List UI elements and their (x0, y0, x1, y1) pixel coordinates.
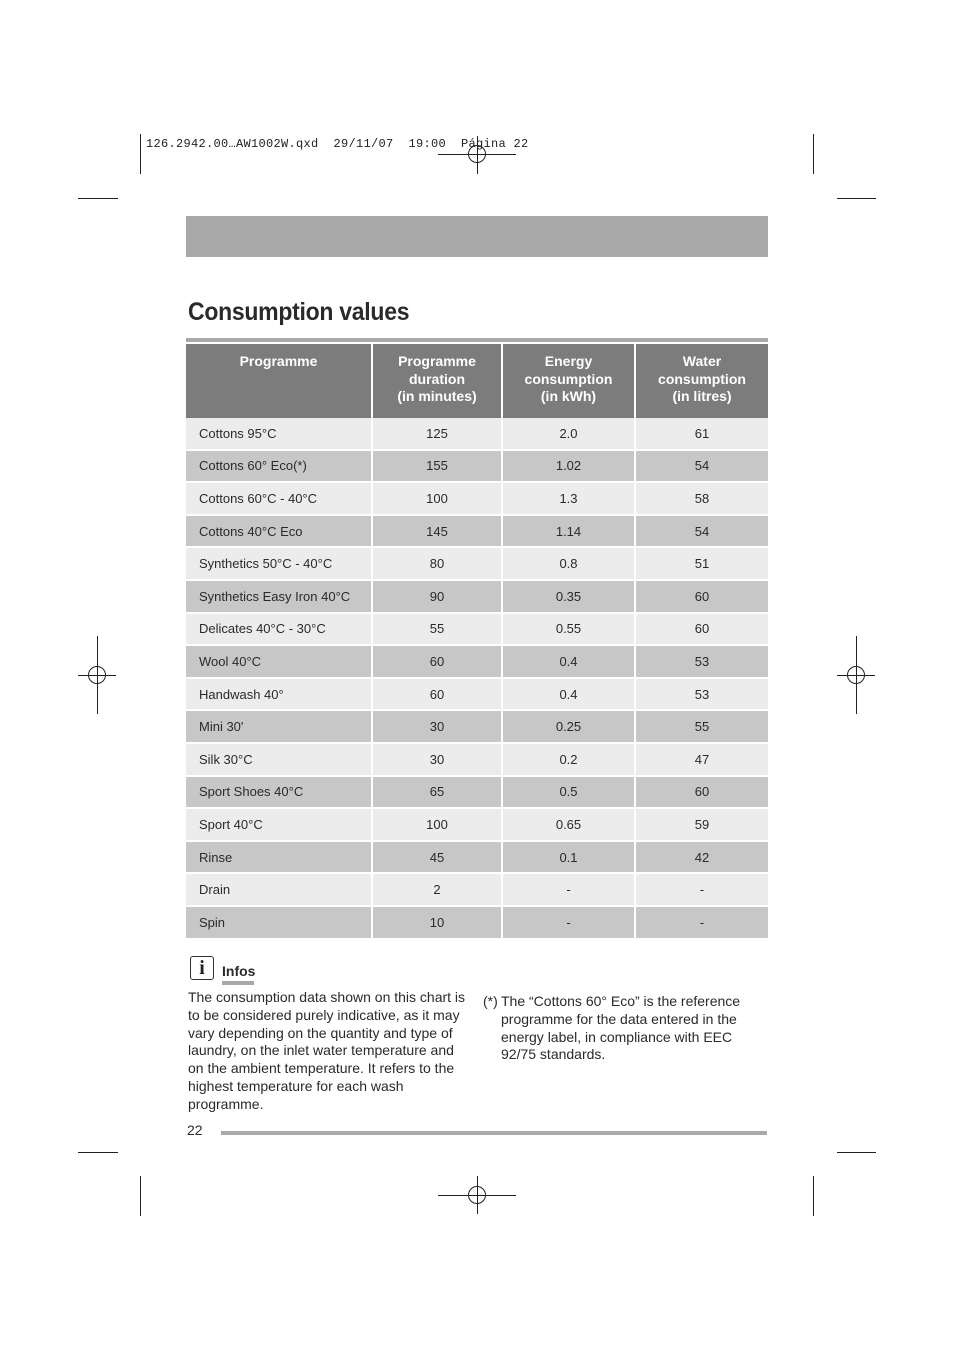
cell-duration: 45 (373, 842, 503, 875)
cell-water: 59 (636, 809, 768, 842)
table-row (186, 516, 768, 549)
table-row (186, 777, 768, 810)
registration-target-icon (88, 666, 106, 684)
cell-programme: Cottons 95°C (186, 418, 373, 451)
page-title: Consumption values (188, 298, 410, 326)
infos-underline (222, 981, 254, 985)
crop-mark (837, 1152, 876, 1153)
table-row (186, 679, 768, 712)
header-band (186, 216, 768, 257)
crop-mark (140, 1176, 141, 1216)
table-row (186, 874, 768, 907)
page-number: 22 (187, 1122, 203, 1138)
cell-water: 61 (636, 418, 768, 451)
cell-duration: 125 (373, 418, 503, 451)
cell-energy: 1.02 (503, 451, 636, 484)
cell-programme: Cottons 60° Eco(*) (186, 451, 373, 484)
footnote-marker: (*) (483, 993, 498, 1009)
cell-energy: - (503, 907, 636, 940)
print-slug: 126.2942.00…AW1002W.qxd 29/11/07 19:00 Página 22 (146, 137, 529, 151)
registration-target-icon (847, 666, 865, 684)
cell-programme: Spin (186, 907, 373, 940)
crop-mark (78, 198, 118, 199)
cell-energy: 0.1 (503, 842, 636, 875)
header-line: (in minutes) (397, 388, 477, 404)
header-line: Programme (239, 353, 318, 369)
crop-mark (813, 1176, 814, 1216)
header-line: duration (409, 370, 465, 387)
cell-energy: 0.35 (503, 581, 636, 614)
cell-energy: 2.0 (503, 418, 636, 451)
registration-target-icon (468, 1186, 486, 1204)
column-header-programme (186, 344, 373, 418)
header-line: (in litres) (672, 388, 732, 404)
cell-programme: Rinse (186, 842, 373, 875)
cell-programme: Delicates 40°C - 30°C (186, 614, 373, 647)
cell-energy: 1.14 (503, 516, 636, 549)
header-line: consumption (524, 370, 613, 387)
cell-programme: Mini 30' (186, 711, 373, 744)
table-row (186, 711, 768, 744)
cell-energy: 0.5 (503, 777, 636, 810)
header-line: Programme (398, 353, 476, 369)
crop-mark (837, 198, 876, 199)
column-header-energy (503, 344, 636, 418)
table-row (186, 418, 768, 451)
cell-programme: Silk 30°C (186, 744, 373, 777)
cell-water: 55 (636, 711, 768, 744)
footer-bar (221, 1131, 767, 1135)
header-line: Energy (544, 353, 593, 369)
header-line: (in kWh) (540, 388, 597, 404)
consumption-table (186, 344, 768, 940)
cell-programme: Synthetics 50°C - 40°C (186, 548, 373, 581)
table-row (186, 548, 768, 581)
cell-duration: 80 (373, 548, 503, 581)
table-row (186, 842, 768, 875)
cell-water: 60 (636, 777, 768, 810)
cell-water: - (636, 874, 768, 907)
table-row (186, 646, 768, 679)
info-icon: i (190, 956, 214, 980)
cell-programme: Sport Shoes 40°C (186, 777, 373, 810)
cell-water: 51 (636, 548, 768, 581)
cell-water: 54 (636, 451, 768, 484)
crop-mark (140, 134, 141, 174)
cell-duration: 30 (373, 744, 503, 777)
title-rule (186, 338, 768, 342)
cell-energy: 0.55 (503, 614, 636, 647)
table-row (186, 451, 768, 484)
cell-duration: 155 (373, 451, 503, 484)
cell-energy: 0.4 (503, 646, 636, 679)
cell-programme: Wool 40°C (186, 646, 373, 679)
cell-duration: 65 (373, 777, 503, 810)
cell-duration: 145 (373, 516, 503, 549)
cell-energy: 0.4 (503, 679, 636, 712)
infos-paragraph: The consumption data shown on this chart is to be considered purely indicative, as it may vary depending on the quantity and type of laundry, on the inlet water temperature and on the ambient temperature. It refers to the highest temperature for each wash programme. (188, 989, 466, 1112)
table-row (186, 907, 768, 940)
cell-duration: 100 (373, 809, 503, 842)
cell-programme: Synthetics Easy Iron 40°C (186, 581, 373, 614)
cell-water: 60 (636, 581, 768, 614)
cell-energy: 0.65 (503, 809, 636, 842)
cell-programme: Handwash 40° (186, 679, 373, 712)
cell-duration: 60 (373, 679, 503, 712)
column-header-water (636, 344, 768, 418)
header-line: consumption (658, 370, 746, 387)
cell-programme: Cottons 40°C Eco (186, 516, 373, 549)
cell-duration: 90 (373, 581, 503, 614)
cell-energy: 0.8 (503, 548, 636, 581)
table-row (186, 581, 768, 614)
table-header-row (186, 344, 768, 418)
cell-water: - (636, 907, 768, 940)
cell-water: 60 (636, 614, 768, 647)
crop-mark (78, 1152, 118, 1153)
cell-energy: 0.25 (503, 711, 636, 744)
cell-energy: 0.2 (503, 744, 636, 777)
cell-water: 58 (636, 483, 768, 516)
footnote-text: The “Cottons 60° Eco” is the reference programme for the data entered in the energy label, in compliance with EEC 92/75 standards. (501, 993, 741, 1063)
cell-duration: 60 (373, 646, 503, 679)
table-row (186, 483, 768, 516)
cell-programme: Cottons 60°C - 40°C (186, 483, 373, 516)
table-row (186, 614, 768, 647)
cell-water: 53 (636, 679, 768, 712)
infos-heading: Infos (222, 963, 256, 979)
cell-water: 53 (636, 646, 768, 679)
table-row (186, 809, 768, 842)
cell-duration: 2 (373, 874, 503, 907)
cell-energy: - (503, 874, 636, 907)
table-row (186, 744, 768, 777)
cell-duration: 30 (373, 711, 503, 744)
cell-energy: 1.3 (503, 483, 636, 516)
cell-water: 42 (636, 842, 768, 875)
cell-duration: 10 (373, 907, 503, 940)
cell-water: 47 (636, 744, 768, 777)
cell-water: 54 (636, 516, 768, 549)
cell-duration: 55 (373, 614, 503, 647)
cell-programme: Sport 40°C (186, 809, 373, 842)
cell-programme: Drain (186, 874, 373, 907)
cell-duration: 100 (373, 483, 503, 516)
column-header-duration (373, 344, 503, 418)
header-line: Water (682, 353, 722, 369)
crop-mark (813, 134, 814, 174)
